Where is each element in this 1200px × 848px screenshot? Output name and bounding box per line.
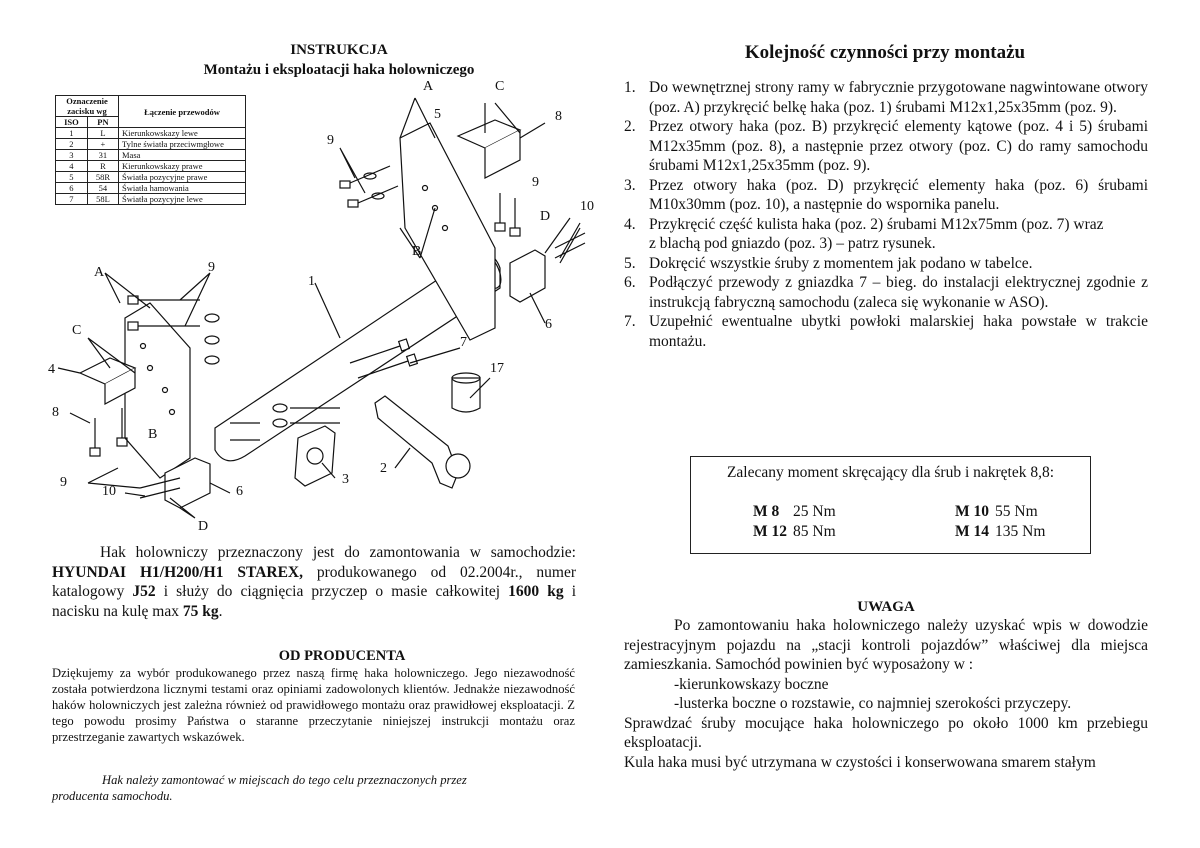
- torque-label: M 12: [753, 523, 788, 540]
- step-text: Przez otwory haka (poz. B) przykręcić elementy kątowe (poz. 4 i 5) śrubami M12x35mm (poz. 8), a następnie przez otwory (poz. C) do ramy samochodu śrubami M12x1,25x35mm (poz. 9).: [649, 118, 1148, 174]
- wiring-desc: Kierunkowskazy lewe: [119, 128, 246, 139]
- torque-value: 25 Nm: [793, 503, 836, 520]
- wiring-iso: 2: [56, 139, 88, 150]
- step-text: Podłączyć przewody z gniazdka 7 – bieg. do instalacji elektrycznej zgodnie z instrukcją fabryczną samochodu (zaleca się wykonanie w ASO).: [649, 274, 1148, 311]
- diagram-label: 9: [208, 260, 215, 275]
- step-number: 5.: [624, 254, 636, 272]
- list-item: [624, 215, 1148, 254]
- diagram-label: C: [72, 323, 82, 338]
- step-number: 4.: [624, 215, 636, 233]
- torque-label: M 8: [753, 503, 780, 520]
- wiring-pn: 58R: [87, 172, 118, 183]
- table-row: [56, 139, 246, 150]
- diagram-label: 6: [545, 317, 552, 332]
- diagram-label: 17: [490, 361, 504, 376]
- wiring-header-pn: PN: [87, 117, 118, 128]
- trailer-mass: 1600 kg: [508, 583, 564, 600]
- table-row: [56, 128, 246, 139]
- wiring-iso: 4: [56, 161, 88, 172]
- warning-title: UWAGA: [857, 599, 915, 615]
- catalog-number: J52: [132, 583, 156, 600]
- wiring-desc: Kierunkowskazy prawe: [119, 161, 246, 172]
- steps-title: Kolejność czynności przy montażu: [744, 42, 1026, 63]
- vehicle-description: [52, 543, 576, 621]
- diagram-label: 6: [236, 484, 243, 499]
- list-item: [624, 117, 1148, 176]
- producer-text: Dziękujemy za wybór produkowanego przez naszą firmę haka holowniczego. Jego niezawodność została potwierdzona licznymi testami oraz opiniami zadowolonych klientów. Jednakże niezawodność haków holowniczych jest zależna również od prawidłowego montażu oraz prawidłowej eksploatacji. Z tego powodu prosimy Państwa o staranne przeczytanie niniejszej instrukcji montażu oraz przestrzeganie zawartych wskazówek.: [52, 666, 575, 744]
- warning-item: -kierunkowskazy boczne: [674, 675, 829, 693]
- torque-label: M 10: [955, 503, 990, 520]
- wiring-header-connection: Łączenie przewodów: [119, 96, 246, 128]
- wiring-desc: Tylne światła przeciwmgłowe: [119, 139, 246, 150]
- diagram-label: 1: [308, 274, 315, 289]
- torque-m10: [955, 503, 1038, 521]
- diagram-label: 8: [52, 405, 59, 420]
- wiring-desc: Światła pozycyjne prawe: [119, 172, 246, 183]
- warning-paragraph: Sprawdzać śruby mocujące haka holowniczego po około 1000 km przebiegu eksploatacji.: [624, 714, 1148, 751]
- table-row: [56, 172, 246, 183]
- step-text: Przez otwory haka (poz. D) przykręcić elementy haka (poz. 6) śrubami M10x30mm (poz. 10), a następnie do wspornika panelu.: [649, 176, 1148, 213]
- wiring-pn: 54: [87, 183, 118, 194]
- warning-paragraph: Po zamontowaniu haka holowniczego należy uzyskać wpis w dowodzie rejestracyjnym pojazdu na „stacji kontroli pojazdów” właściwej dla miejsca zamieszkania. Samochód powinien być wyposażony w :: [624, 617, 1148, 673]
- table-row: [56, 194, 246, 205]
- torque-m14: [955, 523, 1045, 541]
- diagram-label: D: [540, 209, 551, 224]
- wiring-pn: 31: [87, 150, 118, 161]
- step-number: 2.: [624, 118, 636, 135]
- wiring-pn: 58L: [87, 194, 118, 205]
- wiring-iso: 1: [56, 128, 88, 139]
- producer-title: OD PRODUCENTA: [278, 648, 406, 664]
- instruction-subtitle: Montażu i eksploatacji haka holowniczego: [203, 62, 475, 78]
- wiring-pn: L: [87, 128, 118, 139]
- list-item: [624, 254, 1148, 274]
- step-text: Przykręcić część kulista haka (poz. 2) śrubami M12x75mm (poz. 7) wraz: [649, 215, 1104, 233]
- warning-text: [624, 616, 1148, 772]
- wiring-table: [55, 95, 246, 205]
- wiring-pn: +: [87, 139, 118, 150]
- diagram-label: B: [412, 244, 422, 259]
- diagram-label: 3: [342, 472, 349, 487]
- diagram-label: A: [94, 265, 105, 280]
- table-row: [56, 183, 246, 194]
- instruction-title: INSTRUKCJA: [290, 42, 388, 58]
- diagram-label: 10: [580, 199, 594, 214]
- torque-table: [690, 456, 1091, 554]
- vehicle-model: HYUNDAI H1/H200/H1 STAREX,: [52, 563, 303, 581]
- step-number: 6.: [624, 274, 636, 291]
- wiring-header-iso: ISO: [56, 117, 88, 128]
- table-row: [56, 150, 246, 161]
- step-number: 7.: [624, 313, 636, 330]
- producer-note-line: producenta samochodu.: [52, 788, 173, 803]
- diagram-label: A: [423, 79, 434, 94]
- wiring-iso: 6: [56, 183, 88, 194]
- step-number: 3.: [624, 176, 636, 194]
- diagram-label: 2: [380, 461, 387, 476]
- diagram-label: 9: [532, 175, 539, 190]
- wiring-iso: 5: [56, 172, 88, 183]
- ball-load: 75 kg: [182, 602, 219, 620]
- torque-value: 55 Nm: [995, 503, 1038, 520]
- step-text: Dokręcić wszystkie śruby z momentem jak podano w tabelce.: [649, 254, 1033, 272]
- torque-value: 135 Nm: [995, 523, 1046, 540]
- diagram-label: B: [148, 427, 158, 442]
- producer-note-line: Hak należy zamontować w miejscach do tego celu przeznaczonych przez: [102, 773, 467, 787]
- torque-m12: [753, 523, 836, 541]
- step-text: Uzupełnić ewentualne ubytki powłoki malarskiej haka powstałe w trakcie montażu.: [649, 313, 1148, 350]
- diagram-label: 9: [60, 475, 67, 490]
- torque-label: M 14: [955, 523, 990, 540]
- wiring-desc: Światła hamowania: [119, 183, 246, 194]
- wiring-desc: Masa: [119, 150, 246, 161]
- wiring-desc: Światła pozycyjne lewe: [119, 194, 246, 205]
- vehicle-text: i nacisku na kulę max: [52, 583, 576, 620]
- wiring-iso: 7: [56, 194, 88, 205]
- producer-note: [52, 773, 575, 805]
- diagram-label: 9: [327, 133, 334, 148]
- diagram-label: 5: [434, 107, 441, 122]
- step-subtext: z blachą pod gniazdo (poz. 3) – patrz rysunek.: [649, 235, 936, 252]
- vehicle-text: produkowanego od 02.2004r., numer katalogowy: [52, 563, 576, 600]
- list-item: [624, 176, 1148, 215]
- diagram-label: 10: [102, 484, 116, 499]
- list-item: [624, 273, 1148, 312]
- warning-item: -lusterka boczne o rozstawie, co najmniej szerokości przyczepy.: [674, 695, 1072, 712]
- step-text: Do wewnętrznej strony ramy w fabrycznie przygotowane nagwintowane otwory (poz. A) przykręcić belkę haka (poz. 1) śrubami M12x1,25x35mm (poz. 9).: [649, 79, 1148, 116]
- diagram-label: 7: [460, 335, 467, 350]
- vehicle-text: .: [218, 602, 223, 620]
- torque-title: Zalecany moment skręcający dla śrub i nakrętek 8,8:: [726, 464, 1055, 481]
- wiring-iso: 3: [56, 150, 88, 161]
- list-item: [624, 78, 1148, 117]
- table-row: [56, 161, 246, 172]
- mounting-steps: [624, 78, 1148, 351]
- vehicle-text: i służy do ciągnięcia przyczep o masie całkowitej: [155, 583, 509, 600]
- diagram-label: 4: [48, 362, 55, 377]
- diagram-label: C: [495, 79, 505, 94]
- diagram-label: D: [198, 519, 209, 534]
- diagram-label: 8: [555, 109, 562, 124]
- wiring-header-group: Oznaczenie zacisku wg: [56, 96, 119, 117]
- wiring-pn: R: [87, 161, 118, 172]
- vehicle-text: Hak holowniczy przeznaczony jest do zamontowania w samochodzie:: [100, 544, 576, 561]
- warning-paragraph: Kula haka musi być utrzymana w czystości i konserwowana smarem stałym: [624, 753, 1096, 771]
- torque-m8: [753, 503, 836, 521]
- step-number: 1.: [624, 79, 636, 96]
- torque-value: 85 Nm: [793, 523, 836, 540]
- list-item: [624, 312, 1148, 351]
